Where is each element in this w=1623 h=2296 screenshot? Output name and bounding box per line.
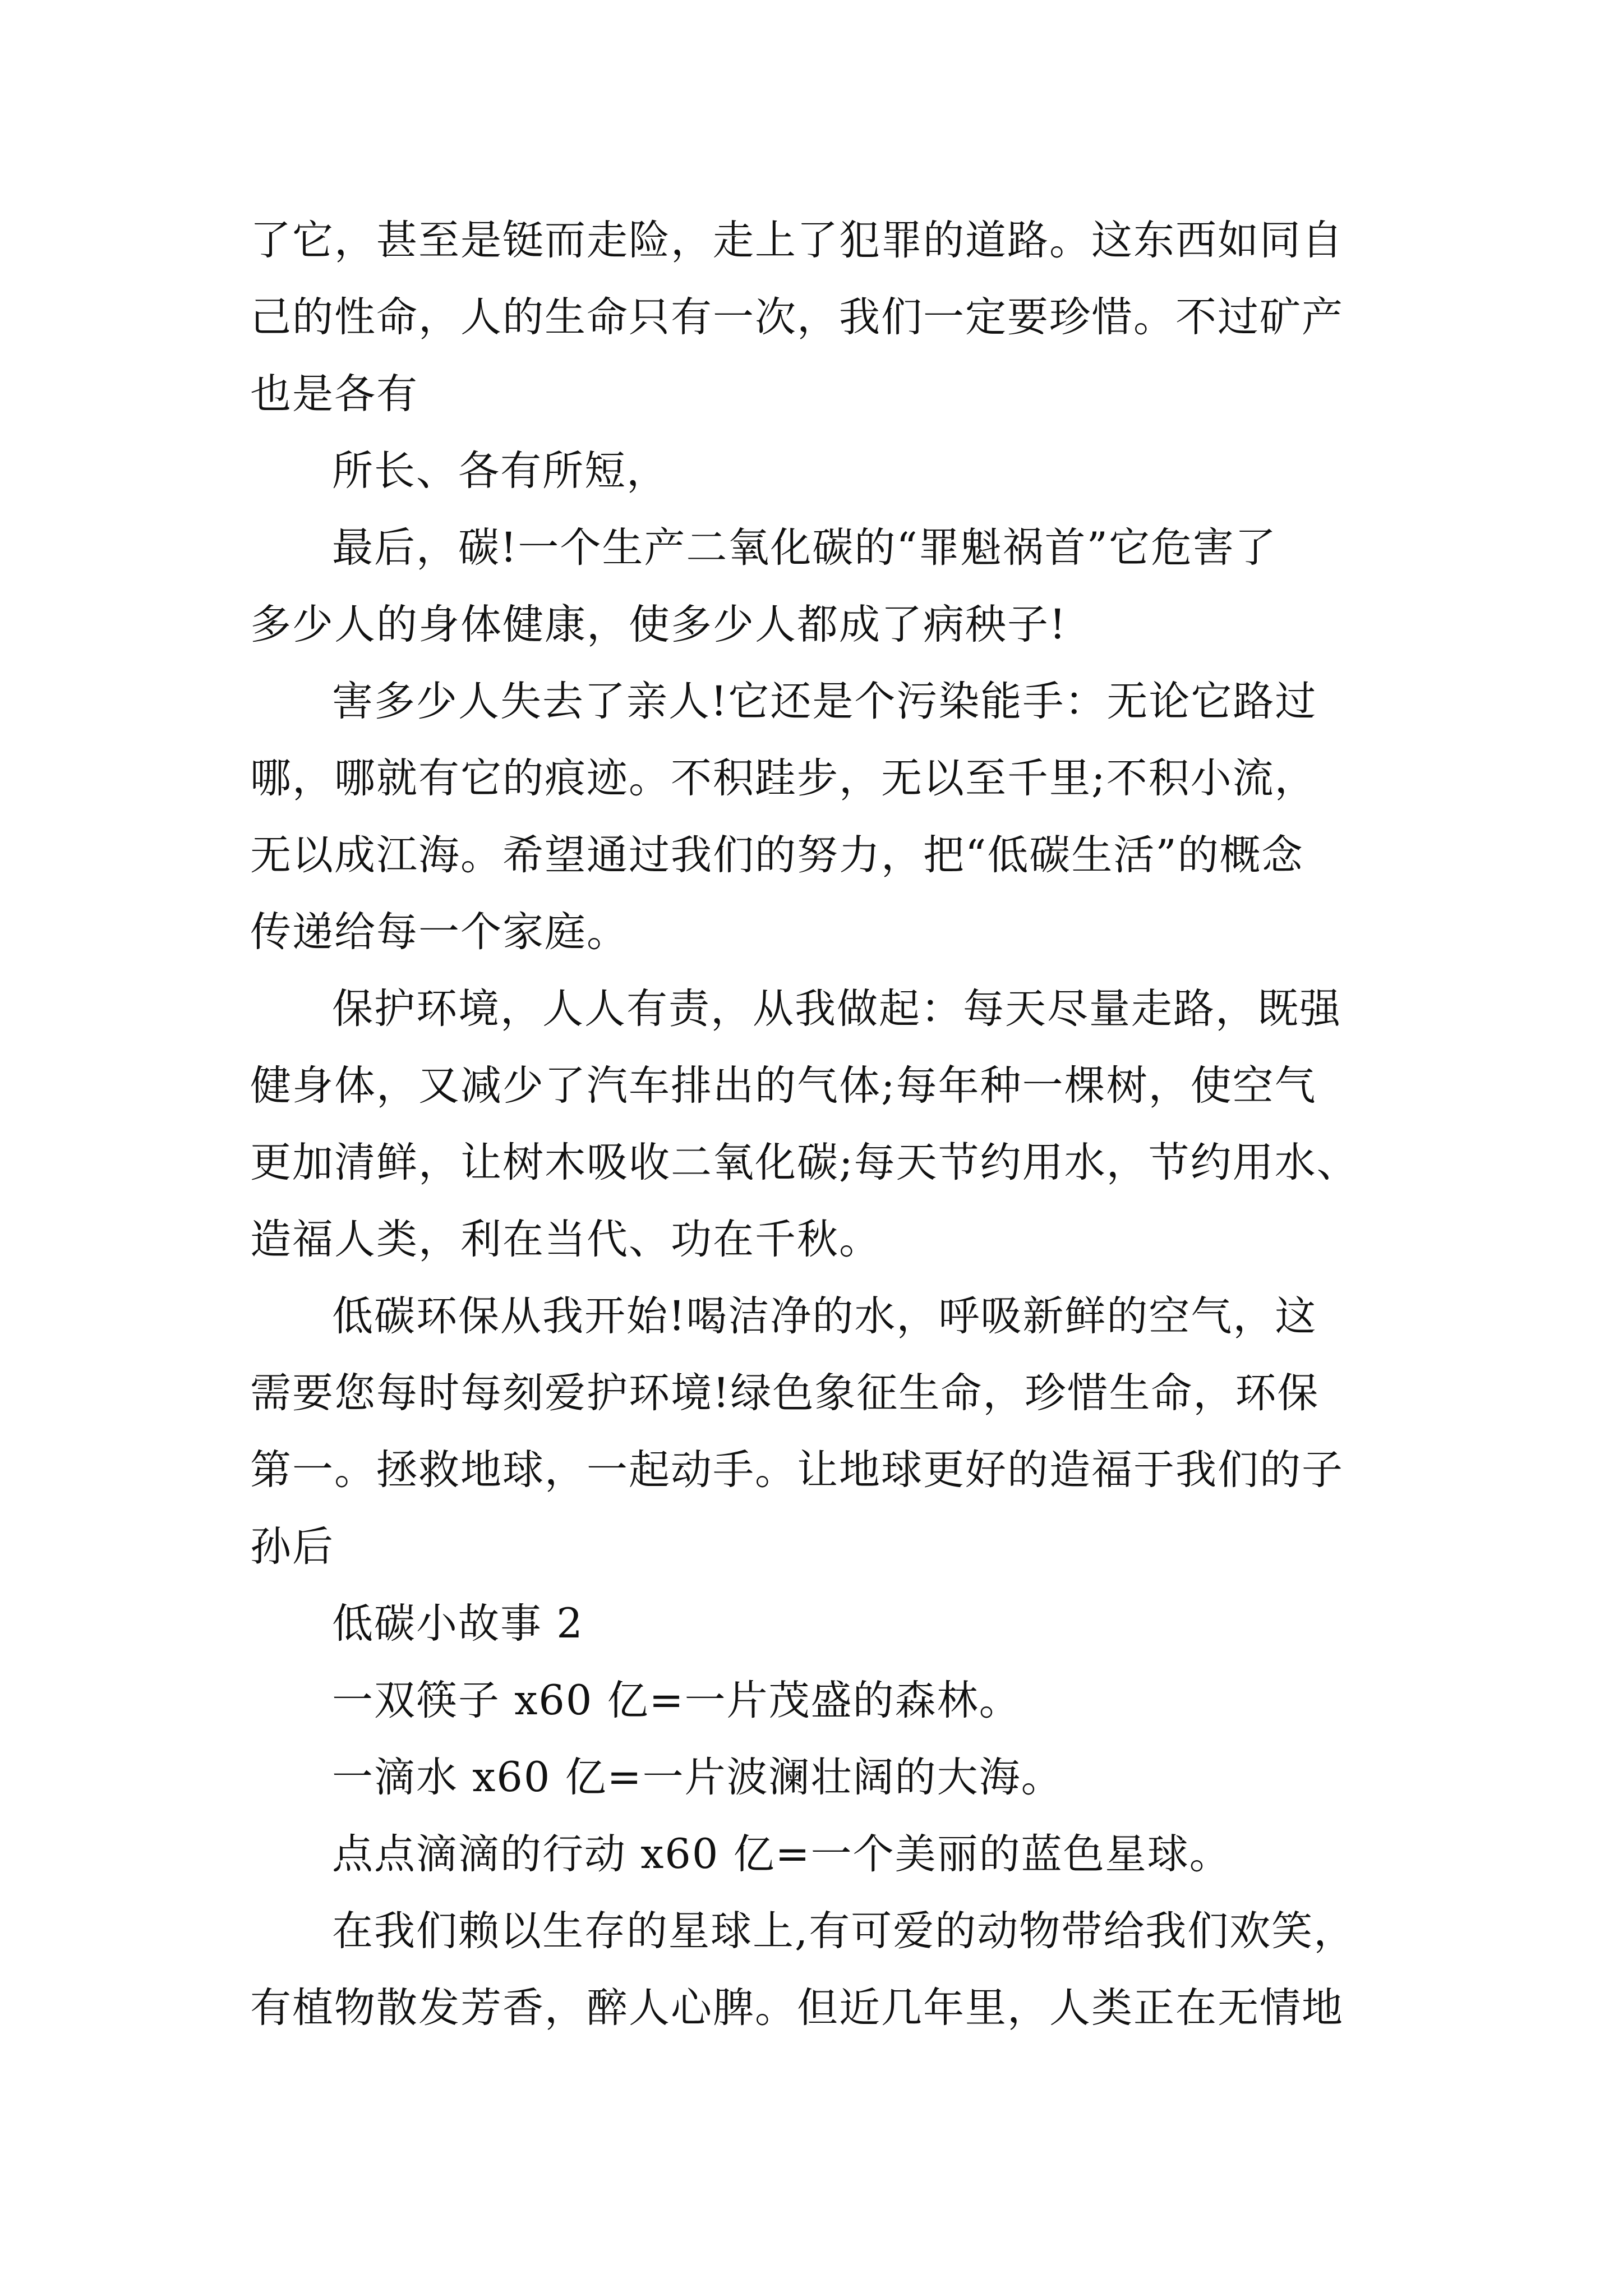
- paragraph-6: 低碳环保从我开始!喝洁净的水，呼吸新鲜的空气，这 需要您每时每刻爱护环境!绿色象征生命，珍惜生命，环保 第一。拯救地球，一起动手。让地球更好的造福于我们的子 孙后: [250, 1292, 1344, 1571]
- paragraph-11: 在我们赖以生存的星球上,有可爱的动物带给我们欢笑， 有植物散发芳香，醉人心脾。但近几年里，人类正在无情地: [250, 1907, 1356, 2032]
- paragraph-10: 点点滴滴的行动 x60 亿=一个美丽的蓝色星球。: [332, 1830, 1232, 1878]
- paragraph-4: 害多少人失去了亲人!它还是个污染能手：无论它路过 哪，哪就有它的痕迹。不积跬步，无以至千里;不积小流， 无以成江海。希望通过我们的努力，把“低碳生活”的概念 传递给每一个家庭。: [250, 678, 1317, 956]
- section-heading: 低碳小故事 2: [332, 1600, 584, 1648]
- paragraph-1: 了它，甚至是铤而走险，走上了犯罪的道路。这东西如同自 己的性命，人的生命只有一次，我们一定要珍惜。不过矿产 也是各有: [250, 217, 1344, 418]
- paragraph-5: 保护环境，人人有责，从我做起：每天尽量走路，既强 健身体，又减少了汽车排出的气体;每年种一棵树，使空气 更加清鲜，让树木吸收二氧化碳;每天节约用水，节约用水、 造福人类，利在当代、功在千秋。: [250, 985, 1359, 1263]
- paragraph-9: 一滴水 x60 亿=一片波澜壮阔的大海。: [332, 1754, 1063, 1801]
- paragraph-3: 最后，碳!一个生产二氧化碳的“罪魁祸首”它危害了 多少人的身体健康，使多少人都成了病秧子!: [250, 524, 1277, 648]
- paragraph-2: 所长、各有所短，: [332, 447, 668, 495]
- paragraph-8: 一双筷子 x60 亿=一片茂盛的森林。: [332, 1677, 1021, 1724]
- document-body: [250, 202, 1394, 2046]
